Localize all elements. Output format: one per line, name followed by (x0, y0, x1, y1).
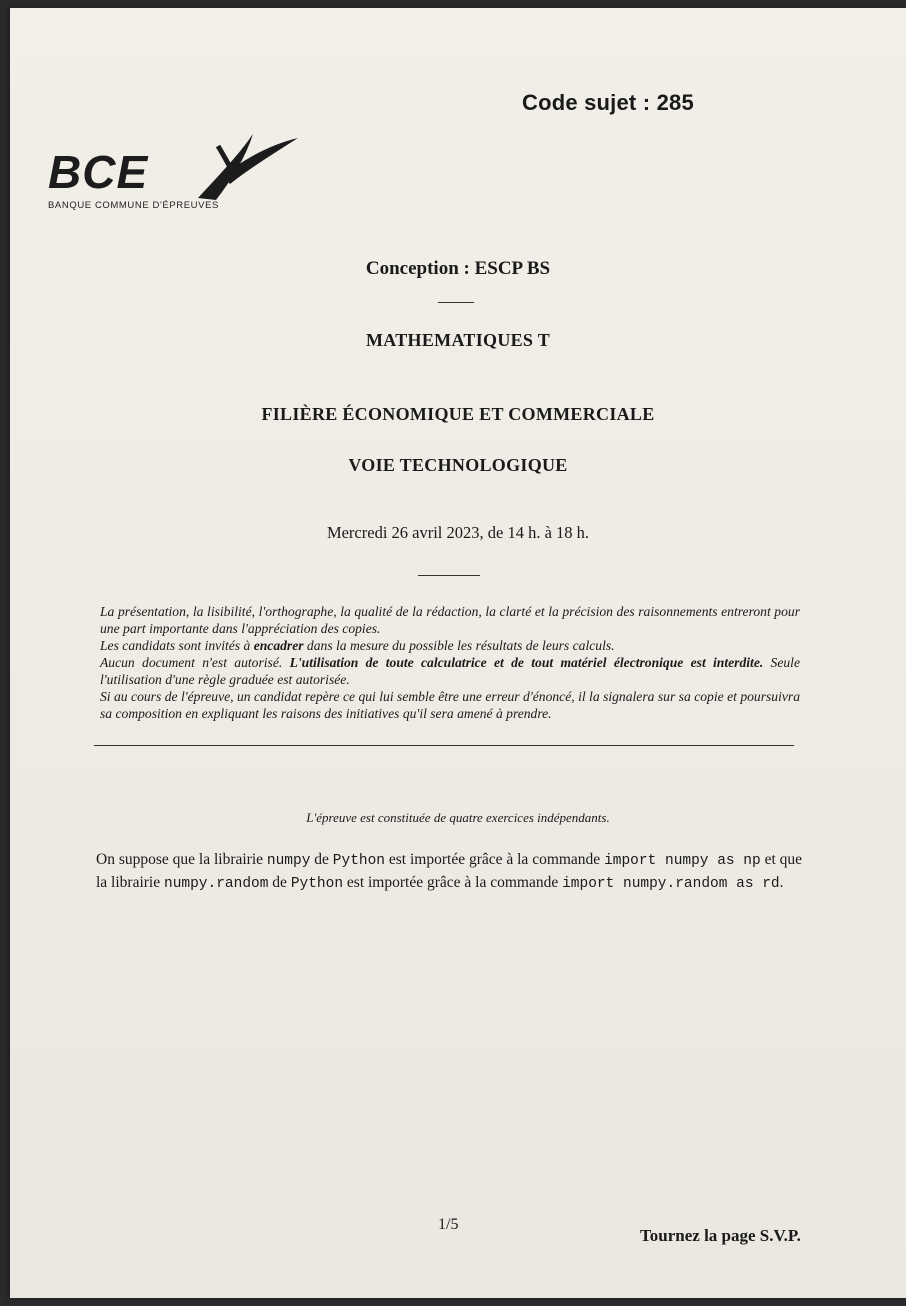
divider-1 (438, 302, 474, 303)
turn-page-note: Tournez la page S.V.P. (640, 1226, 801, 1245)
python-note-text (96, 849, 806, 895)
note-text: On suppose que la librairie (96, 851, 267, 868)
instruction-emphasis: L'utilisation de toute calculatrice et de tout matériel électronique est interdite. (289, 655, 764, 670)
code-sujet: Code sujet : 285 (522, 90, 694, 115)
voie-title: VOIE TECHNOLOGIQUE (348, 455, 568, 475)
note-text: . (779, 874, 784, 891)
logo-subtitle: BANQUE COMMUNE D'ÉPREUVES (48, 200, 219, 211)
instructions-block (100, 603, 800, 722)
code-token: Python (290, 876, 344, 892)
note-text: de (310, 851, 333, 868)
note-text: et que la librairie (96, 851, 803, 891)
note-text: est importée grâce à la commande (385, 851, 605, 868)
filiere-title: FILIÈRE ÉCONOMIQUE ET COMMERCIALE (261, 404, 655, 424)
divider-long (94, 745, 794, 746)
exam-date: Mercredi 26 avril 2023, de 14 h. à 18 h. (326, 523, 590, 542)
divider-2 (418, 575, 480, 576)
exercise-note: L'épreuve est constituée de quatre exercices indépendants. (306, 810, 610, 825)
note-text: est importée grâce à la commande (343, 874, 563, 891)
note-text: de (268, 874, 291, 891)
code-token: import numpy as np (604, 853, 761, 869)
instruction-emphasis: encadrer (253, 638, 304, 653)
instruction-presentation: La présentation, la lisibilité, l'orthographe, la qualité de la rédaction, la clarté et la précision des raisonnements entreront pour une part importante dans l'appréciation des copies. (100, 604, 800, 636)
instruction-erreur: Si au cours de l'épreuve, un candidat repère ce qui lui semble être une erreur d'énoncé, il la signalera sur sa copie et poursuivra sa composition en expliquant les raisons des initiatives qu'il sera amené à prendre. (100, 689, 800, 721)
instruction-encadrer (100, 637, 800, 654)
instruction-documents (100, 654, 800, 688)
code-token: numpy.random (164, 876, 269, 892)
subject-title: MATHEMATIQUES T (365, 330, 551, 350)
code-token: import numpy.random as rd (562, 876, 780, 892)
conception-line: Conception : ESCP BS (365, 258, 551, 279)
instruction-text: Aucun document n'est autorisé. (100, 655, 290, 670)
exam-page (10, 8, 906, 1298)
bce-logo-text: BCE (48, 146, 149, 198)
code-token: numpy (266, 853, 311, 869)
instruction-text: dans la mesure du possible les résultats de leurs calculs. (303, 638, 615, 653)
instruction-text: Seule l'utilisation d'une règle graduée est autorisée. (100, 655, 800, 687)
page-number: 1/5 (438, 1216, 459, 1233)
python-note (96, 849, 806, 895)
code-token: Python (332, 853, 386, 869)
instruction-text: Les candidats sont invités à (100, 638, 254, 653)
